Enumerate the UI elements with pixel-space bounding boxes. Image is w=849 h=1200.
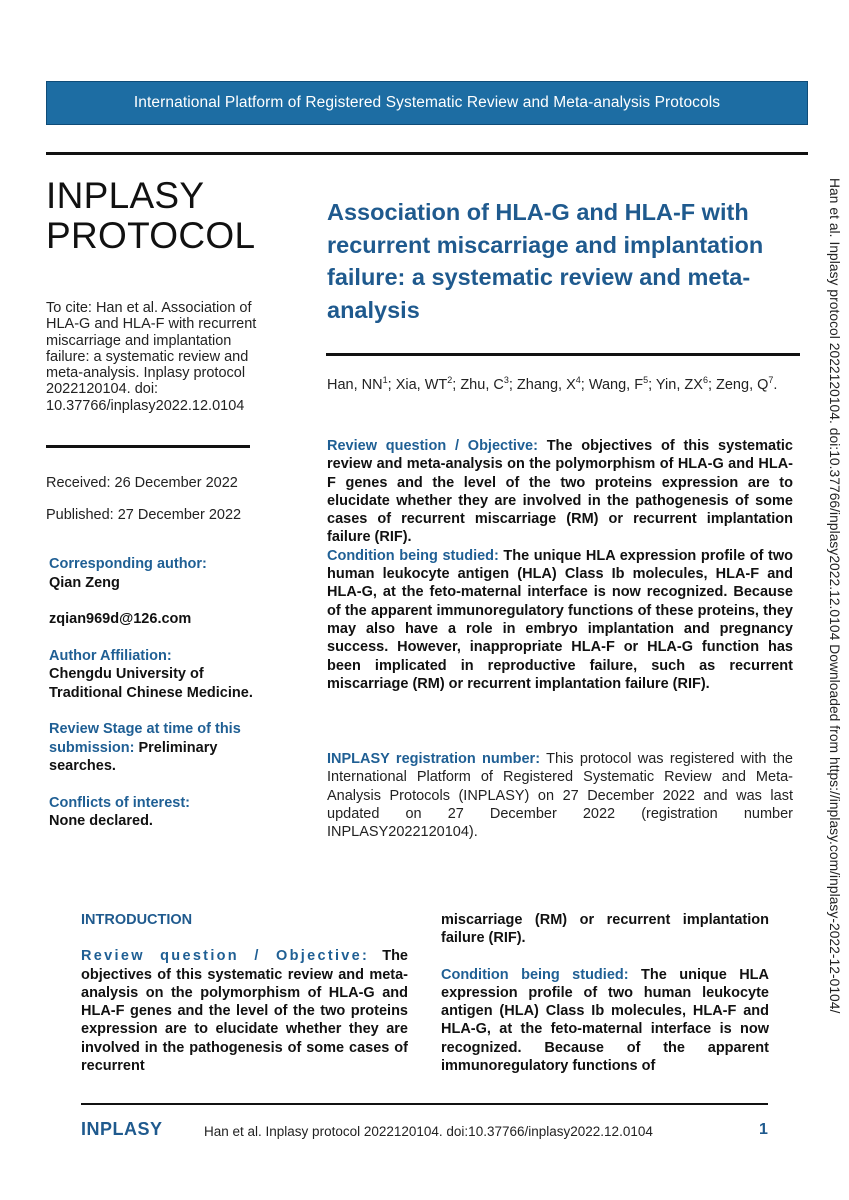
title-divider <box>326 353 800 356</box>
side-download-note <box>822 178 842 1058</box>
article-header <box>327 196 799 326</box>
citation-text: To cite: Han et al. Association of HLA-G and HLA-F with recurrent miscarriage and implantation failure: a systematic review and meta-analysis. Inplasy protocol 2022120104. doi: 10.37766/inplasy2022.12.0104 <box>46 300 257 414</box>
condition-paragraph <box>327 547 793 693</box>
intro-review-question-text: The objectives of this systematic review and meta-analysis on the polymorphism of HLA-G and HLA-F genes and the level of the two proteins expression are to elucidate whether they are involved in the pathogenesis of some cases of recurrent <box>81 948 408 1075</box>
review-stage-value: Preliminary searches. <box>49 739 218 774</box>
side-download-text[interactable]: Han et al. Inplasy protocol 2022120104. doi:10.37766/inplasy2022.12.0104 Downloaded from https://inplasy.com/inplasy-2022-12-0104/ <box>827 178 842 1014</box>
registration-text: This protocol was registered with the International Platform of Registered Systematic Review and Meta-Analysis Protocols (INPLASY) on 27 December 2022 and was last updated on 27 December 2022 (registration number INPLASY2022120104). <box>327 751 793 841</box>
footer-citation: Han et al. Inplasy protocol 2022120104. doi:10.37766/inplasy2022.12.0104 <box>204 1124 653 1139</box>
footer-brand: INPLASY <box>81 1119 163 1139</box>
author-entry: Zeng, $Q^7$. <box>716 375 778 393</box>
page-number: 1 <box>759 1121 768 1138</box>
published-date: Published: 27 December 2022 <box>46 507 242 523</box>
sidebar-divider <box>46 445 250 448</box>
registration-label: INPLASY registration number: <box>327 751 541 767</box>
article-title: Association of HLA-G and HLA-F with recurrent miscarriage and implantation failure: a systematic review and meta-analysis <box>327 199 764 323</box>
conflicts-label: Conflicts of interest: <box>49 794 190 811</box>
conflicts-value: None declared. <box>49 813 153 829</box>
author-name: Yin, ZX <box>655 377 703 393</box>
intro-review-question-cont: miscarriage (RM) or recurrent implantation failure (RIF). <box>441 912 769 947</box>
author-list <box>327 376 797 394</box>
author-name: Wang, F <box>588 377 644 393</box>
affiliation-value: Chengdu University of Traditional Chinese Medicine. <box>49 666 253 701</box>
intro-review-question <box>81 947 408 1075</box>
author-name: Zhu, C <box>460 377 504 393</box>
left-sidebar <box>46 176 276 414</box>
author-name: Xia, WT <box>395 377 448 393</box>
author-entry: Zhang, $X^4$; <box>516 375 589 393</box>
intro-column-right <box>441 911 769 1075</box>
dates-block <box>46 475 241 523</box>
author-affiliation-number: 3 <box>503 375 509 386</box>
author-affiliation-number: 4 <box>575 375 581 386</box>
affiliation-label: Author Affiliation: <box>49 647 172 664</box>
author-affiliation-number: 5 <box>643 375 649 386</box>
banner-text: International Platform of Registered Systematic Review and Meta-analysis Protocols <box>133 94 721 111</box>
protocol-label-line1: INPLASY <box>46 175 205 216</box>
intro-review-question-label: Review question / Objective: <box>81 948 370 965</box>
author-entry: Han, $NN^1$; <box>327 375 396 393</box>
author-entry: Xia, $WT^2$; <box>395 375 461 393</box>
intro-column-left <box>81 911 408 1075</box>
platform-banner <box>46 81 808 125</box>
review-question-text: The objectives of this systematic review and meta-analysis on the polymorphism of HLA-G and HLA-F genes and the level of the two proteins expression are to elucidate whether they are involved in the pathogenesis of some cases of recurrent miscarriage (RM) or recurrent implantation failure (RIF). <box>327 438 793 546</box>
author-entry: Wang, $F^5$; <box>588 375 656 393</box>
author-affiliation-number: 1 <box>382 375 388 386</box>
intro-condition <box>441 966 769 1076</box>
author-entry: Yin, $ZX^6$; <box>655 375 717 393</box>
corresponding-email[interactable]: zqian969d@126.com <box>49 611 192 627</box>
author-affiliation-number: 6 <box>702 375 708 386</box>
intro-condition-text: The unique HLA expression profile of two human leukocyte antigen (HLA) Class Ib molecules, HLA-F and HLA-G, at the feto-maternal interface is now recognized. Because of the apparent immunoregulatory functions of <box>441 966 769 1075</box>
corresponding-name: Qian Zeng <box>49 574 120 591</box>
intro-condition-label: Condition being studied: <box>441 966 629 983</box>
footer-divider <box>81 1103 768 1105</box>
author-affiliation-number: 2 <box>447 375 453 386</box>
top-divider <box>46 152 808 155</box>
author-entry: Zhu, $C^3$; <box>460 375 517 393</box>
author-name: Han, NN <box>327 377 383 393</box>
protocol-label-line2: PROTOCOL <box>46 215 256 256</box>
author-meta <box>49 555 279 831</box>
introduction-heading: INTRODUCTION <box>81 912 193 928</box>
author-name: Zhang, X <box>516 377 576 393</box>
review-question-label: Review question / Objective: <box>327 438 538 454</box>
corresponding-label: Corresponding author: <box>49 556 207 572</box>
review-stage-label: Review Stage at time of this submission: <box>49 721 241 756</box>
protocol-label <box>46 176 276 256</box>
author-affiliation-number: 7 <box>768 375 774 386</box>
author-name: Zeng, Q <box>716 377 769 393</box>
received-date: Received: 26 December 2022 <box>46 475 238 491</box>
review-question-paragraph <box>327 437 793 547</box>
condition-label: Condition being studied: <box>327 547 499 564</box>
condition-text: The unique HLA expression profile of two human leukocyte antigen (HLA) Class Ib molecules, HLA-F and HLA-G, at the feto-maternal interface is now recognized. Because of the apparent immunoregulatory functions of these proteins, they may also have a role in embryo implantation and pregnancy success. However, inappropriate HLA-F or HLA-G function has been implicated in reproductive failure, such as recurrent miscarriage (RM) or recurrent implantation failure (RIF). <box>327 547 793 692</box>
registration-paragraph <box>327 750 793 841</box>
abstract <box>327 437 793 693</box>
review-stage <box>49 720 279 776</box>
